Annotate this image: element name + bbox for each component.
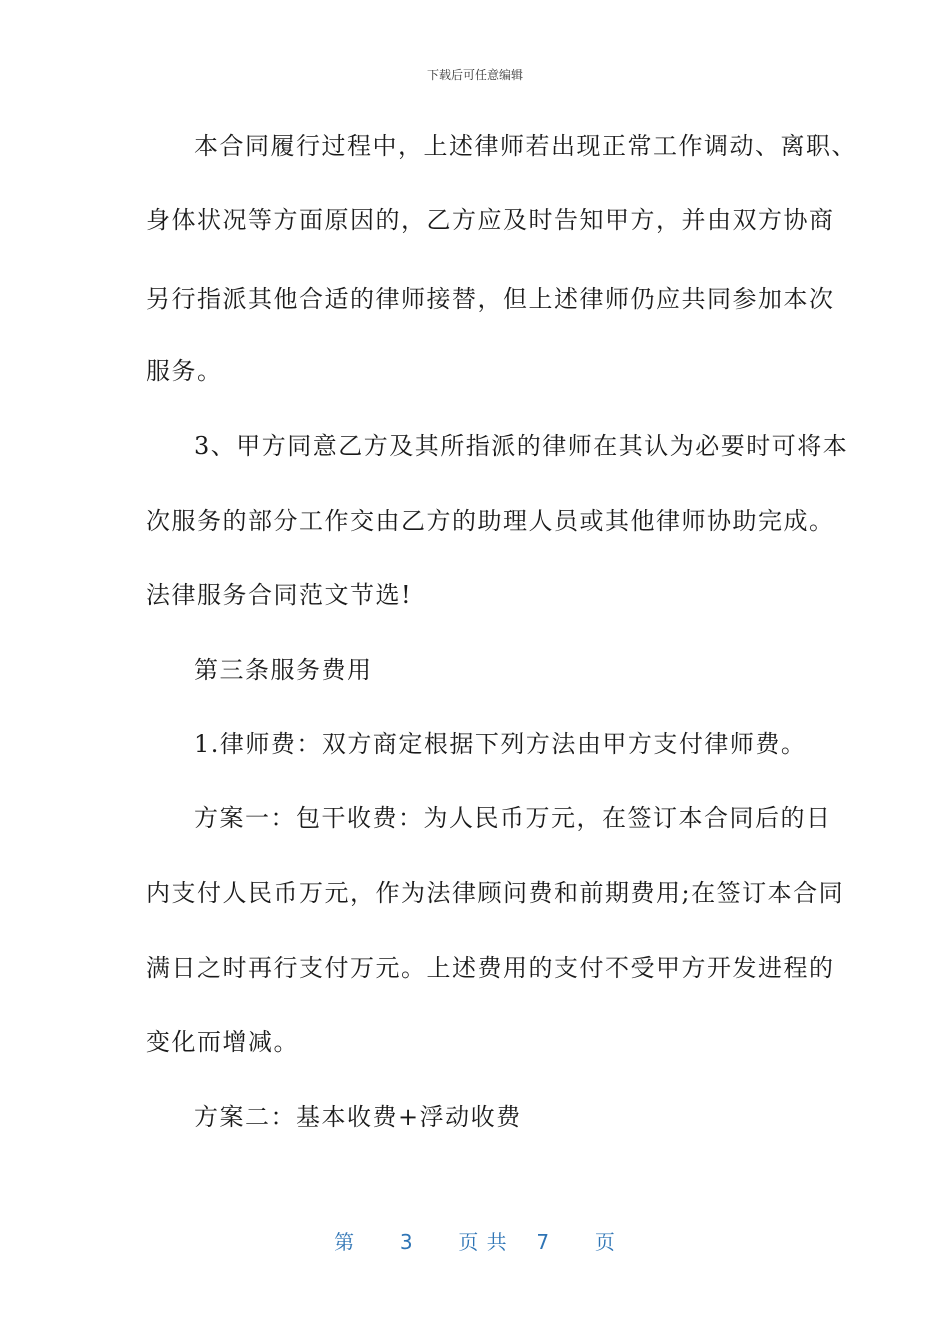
- footer-current-page: 3: [399, 1230, 414, 1254]
- footer-label-page: 第: [334, 1230, 356, 1254]
- footer-label-of: 页 共: [458, 1230, 508, 1254]
- body-line-14: 方案二：基本收费+浮动收费: [194, 1103, 522, 1131]
- footer-label-end: 页: [594, 1230, 616, 1254]
- footer-total-pages: 7: [536, 1230, 551, 1254]
- body-line-12: 满日之时再行支付万元。上述费用的支付不受甲方开发进程的: [146, 954, 835, 982]
- page-footer: [0, 1226, 950, 1255]
- page-header-note: 下载后可任意编辑: [426, 68, 523, 82]
- body-line-1: 本合同履行过程中，上述律师若出现正常工作调动、离职、: [194, 132, 857, 160]
- body-line-11: 内支付人民币万元，作为法律顾问费和前期费用;在签订本合同: [146, 879, 845, 907]
- body-line-7: 法律服务合同范文节选!: [146, 581, 413, 609]
- body-line-5: 3、甲方同意乙方及其所指派的律师在其认为必要时可将本: [194, 432, 849, 460]
- body-line-10: 方案一：包干收费：为人民币万元，在签订本合同后的日: [194, 804, 832, 832]
- body-line-4: 服务。: [146, 357, 223, 385]
- body-line-6: 次服务的部分工作交由乙方的助理人员或其他律师协助完成。: [146, 507, 835, 535]
- body-line-2: 身体状况等方面原因的，乙方应及时告知甲方，并由双方协商: [146, 206, 835, 234]
- body-line-3: 另行指派其他合适的律师接替，但上述律师仍应共同参加本次: [146, 285, 835, 313]
- body-line-13: 变化而增减。: [146, 1028, 299, 1056]
- body-line-9: 1.律师费：双方商定根据下列方法由甲方支付律师费。: [194, 730, 807, 758]
- section-heading: 第三条服务费用: [194, 656, 373, 684]
